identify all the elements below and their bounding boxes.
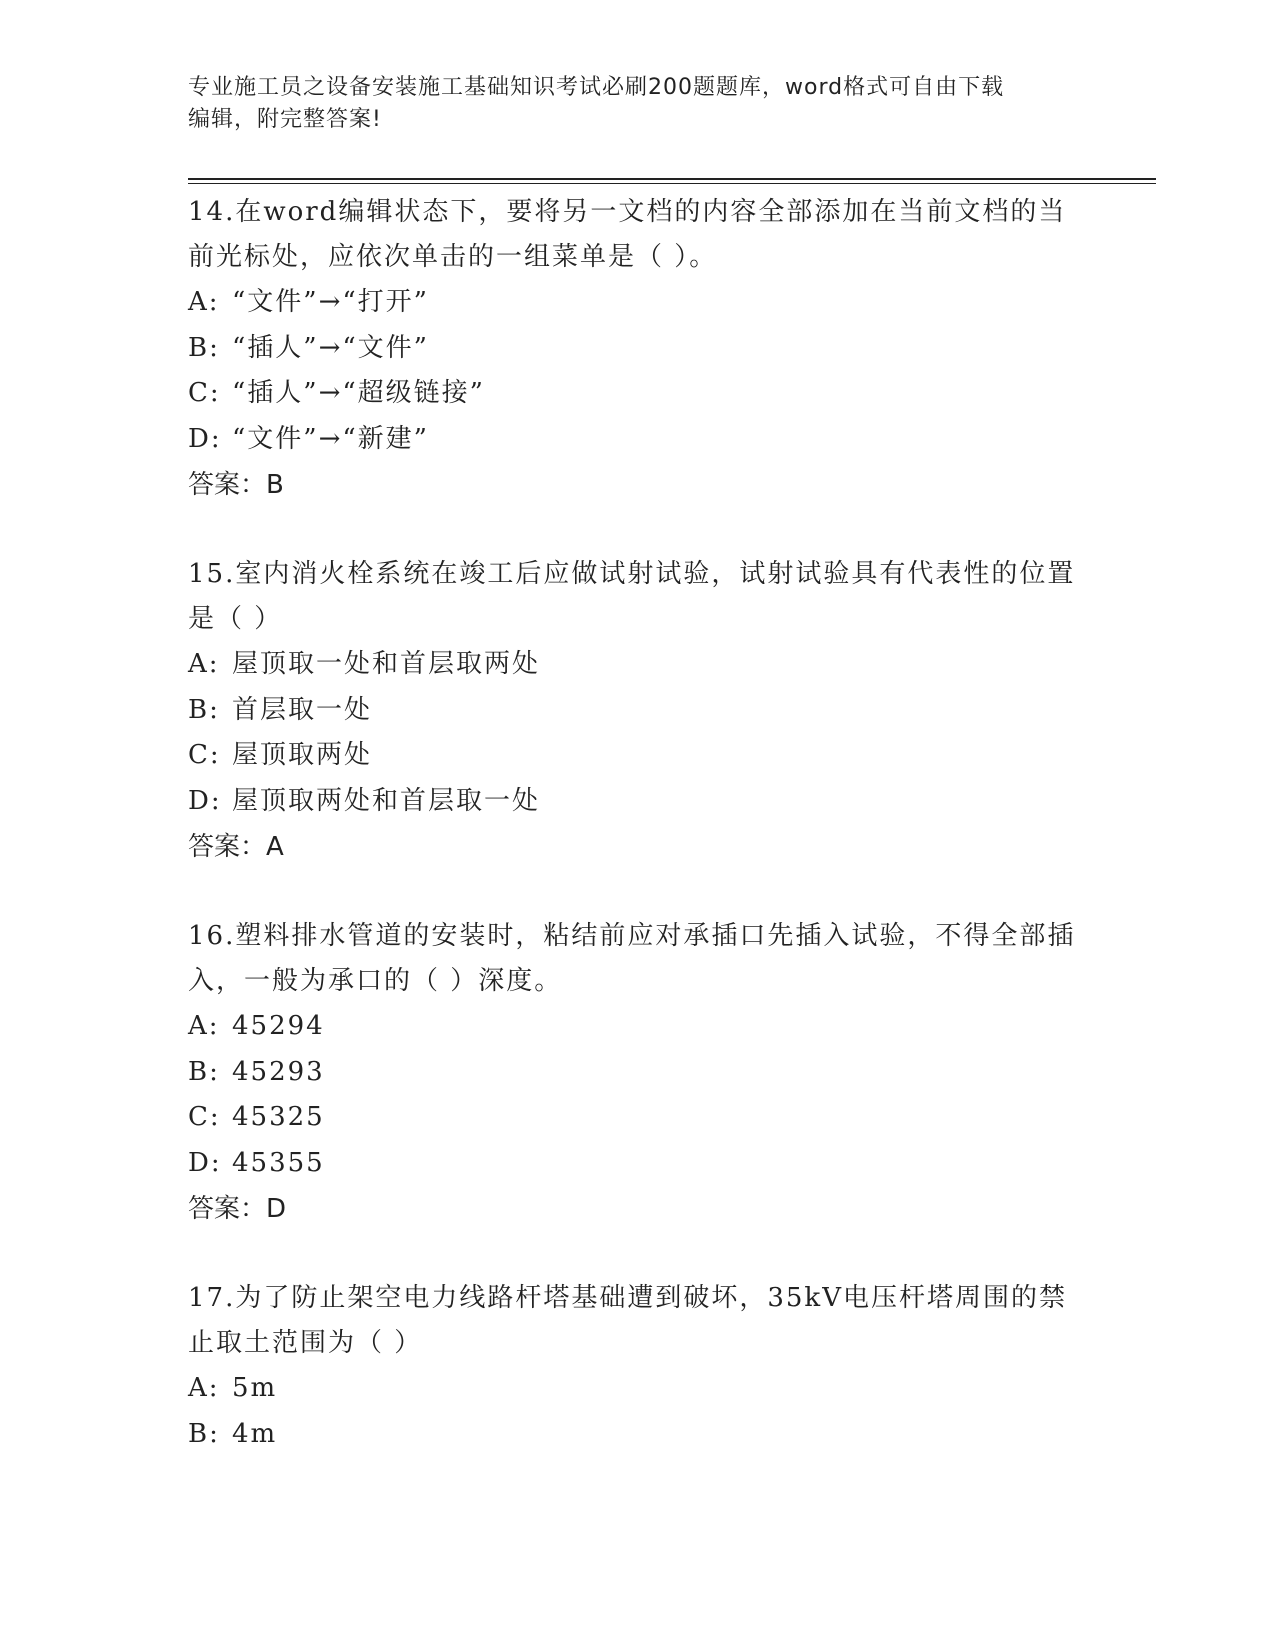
question-stem: 17.为了防止架空电力线路杆塔基础遭到破坏，35kV电压杆塔周围的禁止取土范围为（ ）	[188, 1283, 1067, 1358]
option-letter: B:	[188, 1418, 220, 1449]
question-14	[188, 190, 1088, 508]
answer: 答案：A	[188, 832, 284, 862]
option-letter: D:	[188, 423, 222, 454]
option-b	[188, 688, 1088, 734]
answer: 答案：B	[188, 470, 284, 500]
option-d	[188, 779, 1088, 825]
option-b	[188, 326, 1088, 372]
option-letter: C:	[188, 378, 221, 408]
option-letter: B:	[188, 694, 220, 725]
question-list	[188, 190, 1088, 1501]
question-16	[188, 914, 1088, 1232]
option-letter: D:	[188, 785, 222, 816]
option-text: 屋顶取两处和首层取一处	[232, 785, 541, 816]
option-letter: C:	[188, 740, 221, 770]
question-stem: 16.塑料排水管道的安装时，粘结前应对承插口先插入试验，不得全部插入，一般为承口的（ ）深度。	[188, 921, 1076, 996]
option-d	[188, 417, 1088, 463]
option-text: “文件”→“新建”	[232, 423, 429, 454]
option-a	[188, 1004, 1088, 1050]
header-title-line-1: 专业施工员之设备安装施工基础知识考试必刷200题题库，word格式可自由下载	[188, 75, 1005, 100]
option-letter: B:	[188, 1056, 220, 1087]
option-text: 45325	[232, 1102, 325, 1132]
option-letter: A:	[188, 1373, 220, 1403]
option-text: 首层取一处	[232, 694, 373, 725]
option-d	[188, 1141, 1088, 1187]
option-a	[188, 642, 1088, 688]
option-c	[188, 1095, 1088, 1141]
option-a	[188, 1366, 1088, 1412]
option-c	[188, 733, 1088, 779]
option-text: “插人”→“超级链接”	[232, 378, 485, 408]
option-text: “插人”→“文件”	[232, 332, 429, 363]
option-c	[188, 371, 1088, 417]
header-title-line-2: 编辑，附完整答案!	[188, 107, 382, 132]
option-text: 屋顶取两处	[232, 740, 373, 770]
option-letter: B:	[188, 332, 220, 363]
option-text: 5m	[232, 1373, 278, 1403]
question-17	[188, 1276, 1088, 1457]
option-text: 屋顶取一处和首层取两处	[232, 649, 541, 679]
document-header	[188, 72, 1088, 136]
answer: 答案：D	[188, 1194, 287, 1224]
option-text: 45293	[232, 1056, 325, 1087]
question-stem: 14.在word编辑状态下，要将另一文档的内容全部添加在当前文档的当前光标处，应依次单击的一组菜单是（ ）。	[188, 197, 1067, 272]
option-a	[188, 280, 1088, 326]
option-text: 4m	[232, 1418, 278, 1449]
header-divider-thick	[188, 178, 1156, 180]
option-text: “文件”→“打开”	[232, 287, 429, 317]
option-letter: A:	[188, 287, 220, 317]
option-text: 45355	[232, 1147, 325, 1178]
option-letter: A:	[188, 1011, 220, 1041]
option-letter: A:	[188, 649, 220, 679]
header-divider-thin	[188, 183, 1156, 184]
option-text: 45294	[232, 1011, 325, 1041]
option-letter: D:	[188, 1147, 222, 1178]
question-15	[188, 552, 1088, 870]
option-letter: C:	[188, 1102, 221, 1132]
question-stem: 15.室内消火栓系统在竣工后应做试射试验，试射试验具有代表性的位置是（ ）	[188, 559, 1076, 634]
option-b	[188, 1050, 1088, 1096]
option-b	[188, 1412, 1088, 1458]
